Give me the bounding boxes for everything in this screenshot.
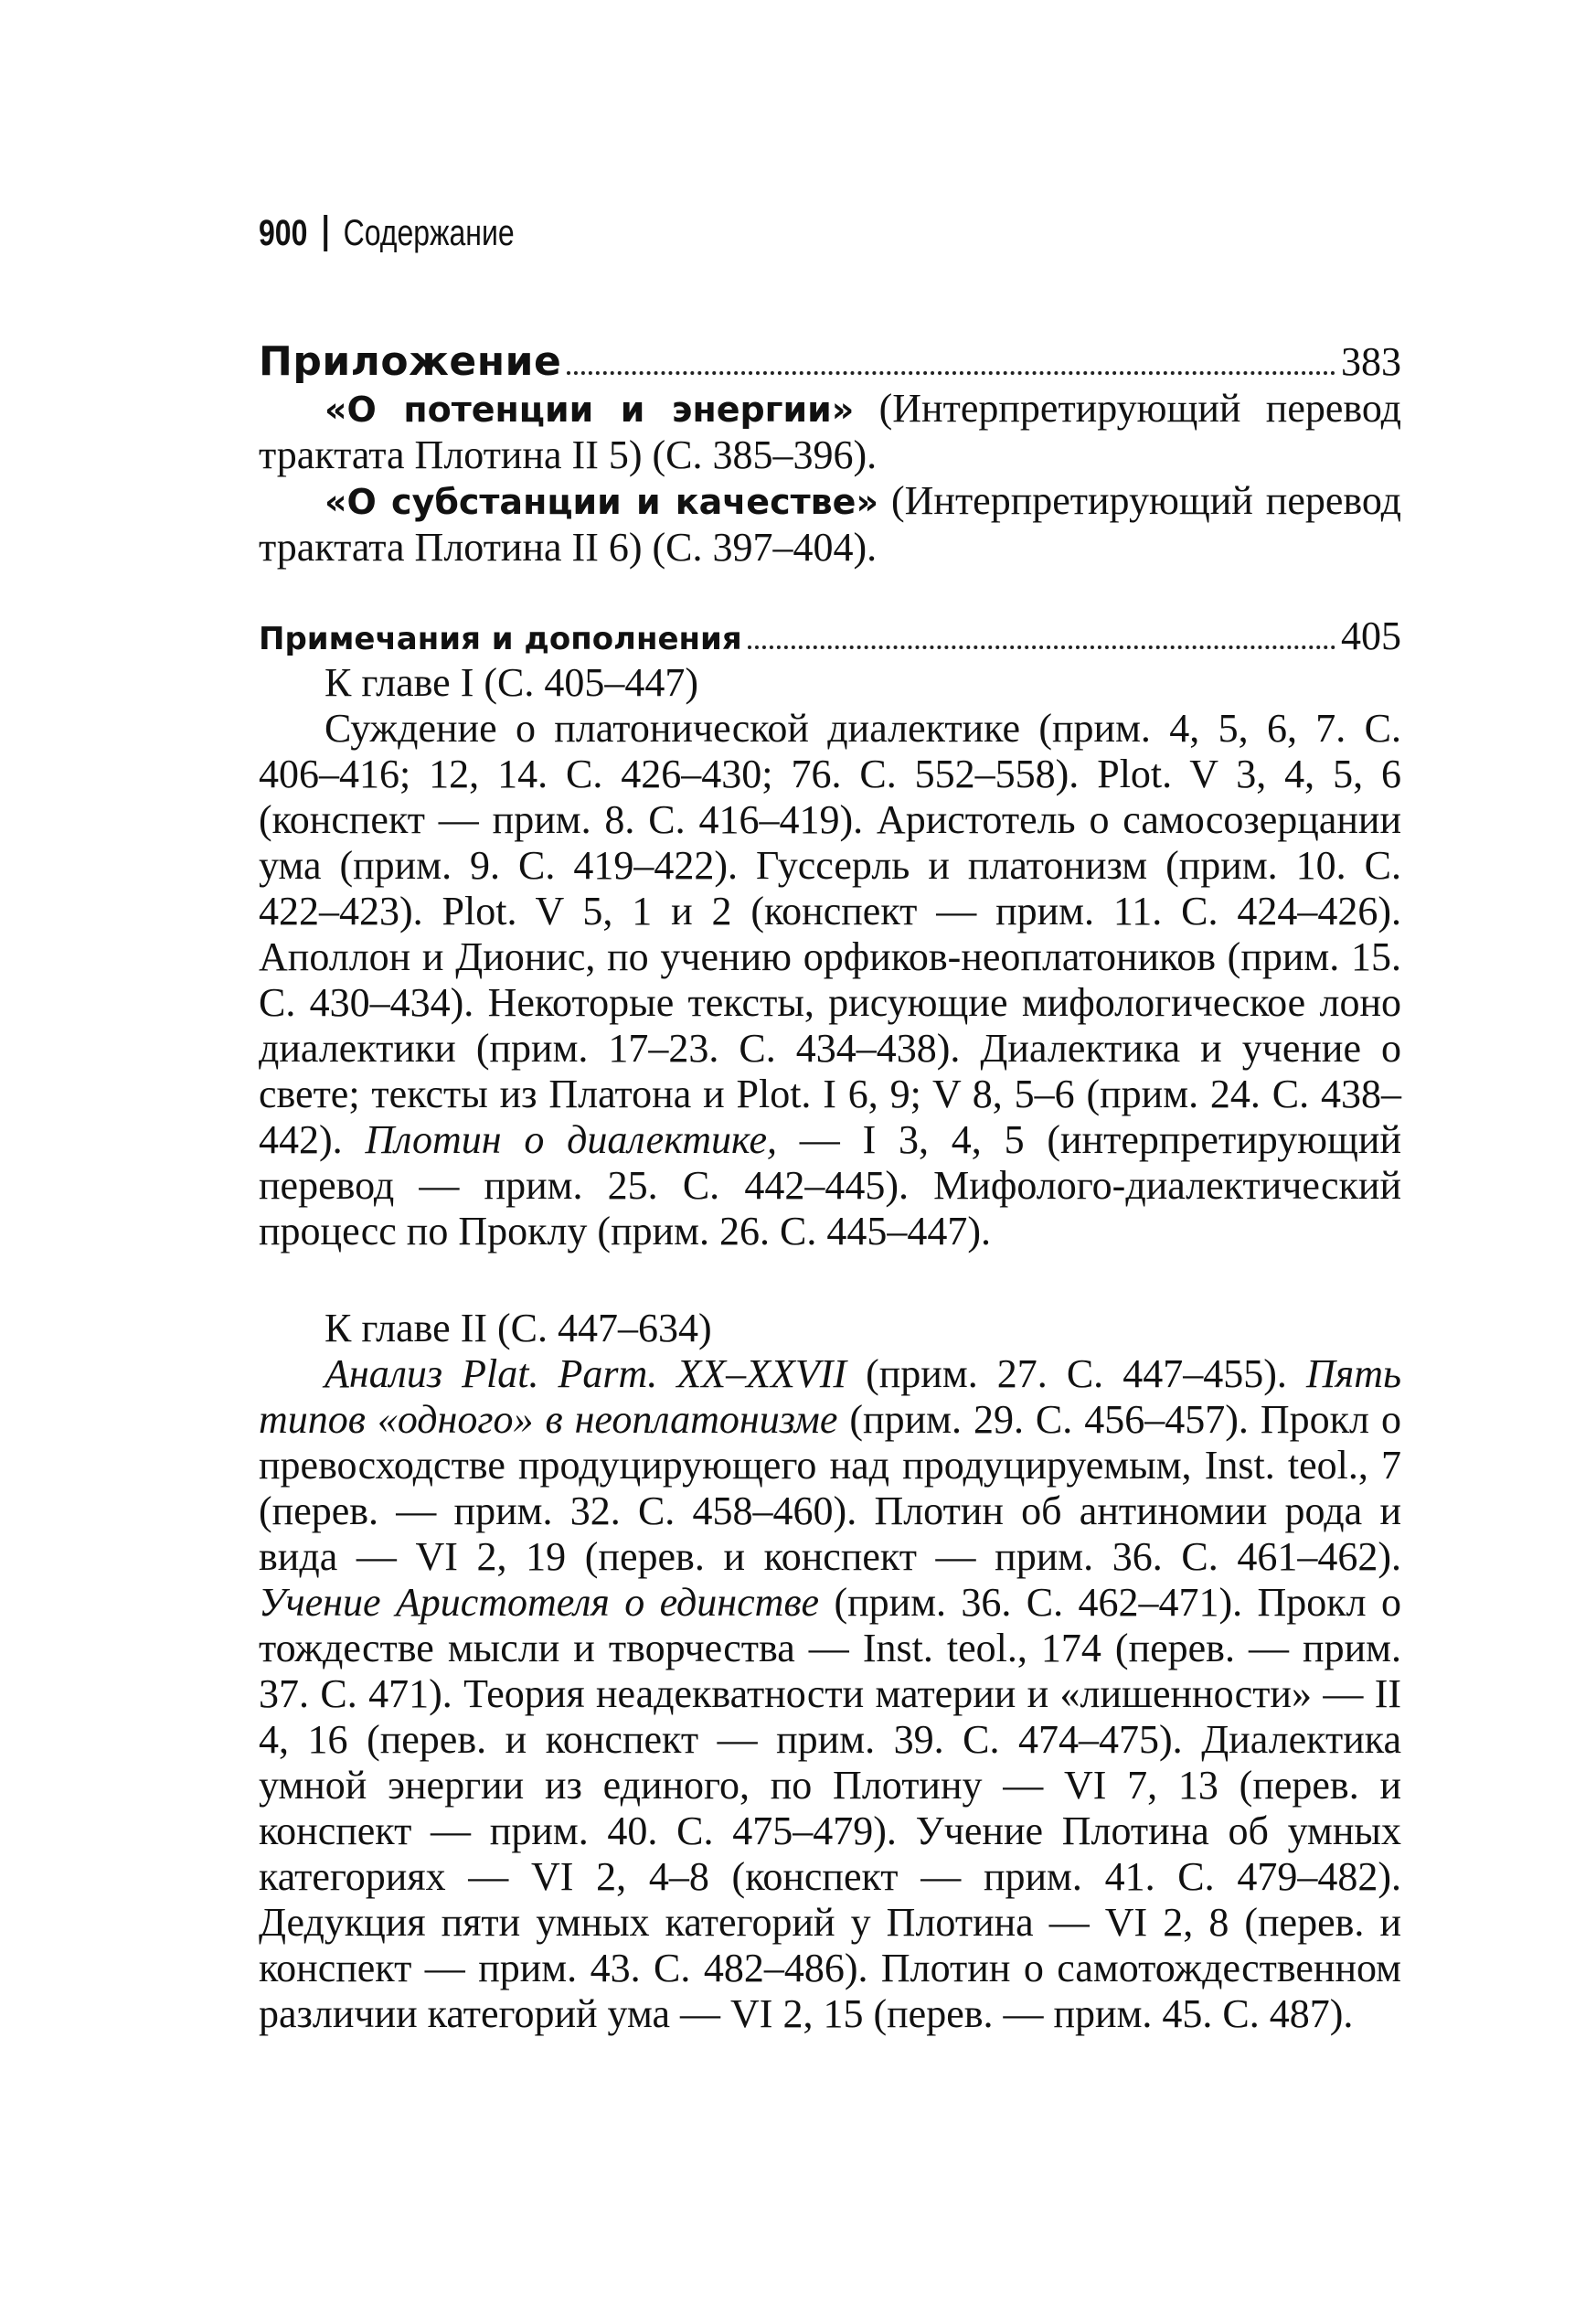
appendix-item-2	[259, 478, 1401, 571]
chapter-1-text-a: Суждение о платонической диалектике (прим. 4, 5, 6, 7. С. 406–416; 12, 14. С. 426–430; 76. С. 552–558). Plot. V 3, 4, 5, 6 (конспект — прим. 8. С. 416–419). Аристотель о самосозерцании ума (прим. 9. С. 419–422). Гуссерль и платонизм (прим. 10. С. 422–423). Plot. V 5, 1 и 2 (конспект — прим. 11. С. 424–426). Аполлон и Дионис, по учению орфиков-неоплатоников (прим. 15. С. 430–434). Некоторые тексты, рисующие мифологическое лоно диалектики (прим. 17–23. С. 434–438). Диалектика и учение о свете; тексты из Платона и Plot. I 6, 9; V 8, 5–6 (прим. 24. С. 438–442).	[259, 706, 1401, 1162]
appendix-item-2-title: «О субстанции и качестве»	[325, 482, 878, 522]
appendix-item-1-text: (Интерпретирующий перевод трактата Плотина II 5) (С. 385–396).	[259, 386, 1401, 477]
chapter-1-notes	[259, 706, 1401, 1254]
toc-leader-dots	[748, 645, 1335, 649]
chapter-2-heading: К главе II (С. 447–634)	[325, 1306, 712, 1350]
chapter-2-notes	[259, 1351, 1401, 2037]
page-number: 900	[259, 213, 308, 253]
toc-entry-title: Приложение	[259, 338, 562, 385]
toc-entry-page: 405	[1341, 613, 1401, 658]
toc-entry-notes[interactable]	[259, 613, 1401, 660]
running-head-title: Содержание	[343, 213, 515, 253]
header-divider	[324, 215, 327, 251]
chapter-1-text-b: — I 3, 4, 5 (интерпретирующий перевод — прим. 25. С. 442–445). Мифолого-диалектический процесс по Проклу (прим. 26. С. 445–447).	[259, 1117, 1402, 1254]
running-head	[259, 215, 1173, 251]
chapter-2-text-1: (прим. 27. С. 447–455).	[846, 1351, 1306, 1396]
page-content	[259, 215, 1401, 2037]
appendix-item-2-text: (Интерпретирующий перевод трактата Плотина II 6) (С. 397–404).	[259, 478, 1401, 570]
chapter-2-italic-1: Анализ Plat. Parm. XX–XXVII	[325, 1351, 847, 1396]
toc-leader-dots	[567, 371, 1335, 375]
chapter-1-heading: К главе I (С. 405–447)	[325, 660, 698, 705]
chapter-2-italic-3: Учение Аристотеля о единстве	[259, 1580, 820, 1625]
toc-entry-page: 383	[1341, 339, 1401, 384]
chapter-2-italic-2: Пять типов «одного» в неоплатонизме	[259, 1351, 1401, 1442]
chapter-1-italic: Плотин о диалектике,	[365, 1117, 777, 1162]
chapter-2-text-3: (прим. 36. С. 462–471). Прокл о тождестве мысли и творчества — Inst. teol., 174 (перев. — прим. 37. С. 471). Теория неадекватности материи и «лишенности» — II 4, 16 (перев. и конспект — прим. 39. С. 474–475). Диалектика умной энергии из единого, по Плотину — VI 7, 13 (перев. и конспект — прим. 40. С. 475–479). Учение Плотина об умных категориях — VI 2, 4–8 (конспект — прим. 41. С. 479–482). Дедукция пяти умных категорий у Плотина — VI 2, 8 (перев. и конспект — прим. 43. С. 482–486). Плотин о самотождественном различии категорий ума — VI 2, 15 (перев. — прим. 45. С. 487).	[259, 1580, 1401, 2036]
chapter-2-text-2: (прим. 29. С. 456–457). Прокл о превосходстве продуцирующего над продуцируемым, Inst. teol., 7 (перев. — прим. 32. С. 458–460). Плотин об антиномии рода и вида — VI 2, 19 (перев. и конспект — прим. 36. С. 461–462).	[259, 1397, 1401, 1579]
appendix-item-1	[259, 386, 1401, 478]
toc-entry-appendix[interactable]	[259, 338, 1401, 386]
toc-entry-title: Примечания и дополнения	[259, 621, 742, 657]
appendix-item-1-title: «О потенции и энергии»	[325, 389, 855, 430]
